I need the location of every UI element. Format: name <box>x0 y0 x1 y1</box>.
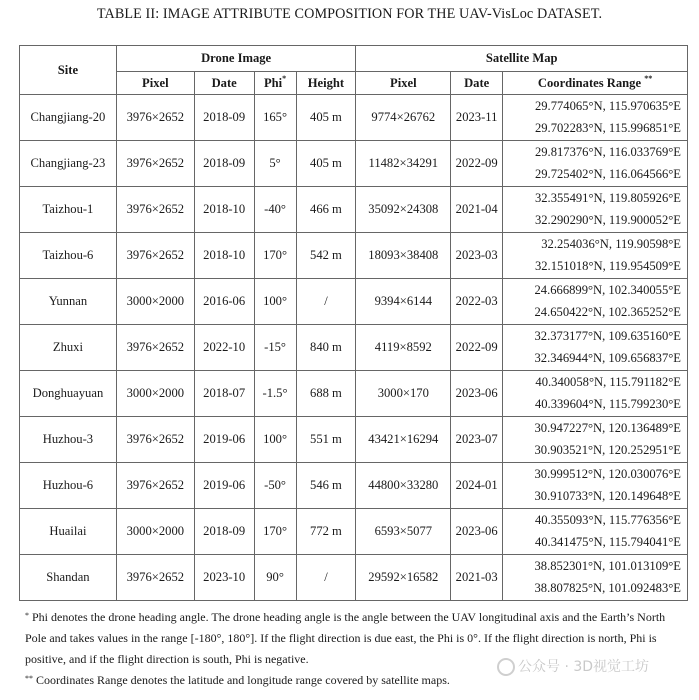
cell-phi: 170° <box>254 509 296 555</box>
cell-drone-pixel: 3976×2652 <box>116 417 194 463</box>
satellite-map-header: Satellite Map <box>356 46 688 72</box>
cell-coordinates <box>503 95 688 141</box>
cell-phi: 100° <box>254 417 296 463</box>
cell-site: Donghuayuan <box>20 371 117 417</box>
cell-sat-pixel: 9774×26762 <box>356 95 451 141</box>
coordinate-2: 29.725402°N, 116.064566°E <box>534 167 681 182</box>
table-row <box>20 279 688 325</box>
cell-phi: 90° <box>254 555 296 601</box>
phi-header <box>254 72 296 95</box>
coordinate-1: 24.666899°N, 102.340055°E <box>534 282 681 297</box>
coordinate-1: 29.774065°N, 115.970635°E <box>534 98 681 113</box>
cell-drone-date: 2018-10 <box>194 233 254 279</box>
cell-sat-pixel: 11482×34291 <box>356 141 451 187</box>
table-row <box>20 417 688 463</box>
coordinate-2: 32.151018°N, 119.954509°E <box>534 259 681 274</box>
cell-coordinates <box>503 325 688 371</box>
coordinates-label: Coordinates Range <box>537 75 642 90</box>
cell-site: Huzhou-6 <box>20 463 117 509</box>
cell-drone-pixel: 3976×2652 <box>116 463 194 509</box>
cell-sat-date: 2023-07 <box>451 417 503 463</box>
cell-coordinates <box>503 463 688 509</box>
cell-drone-date: 2018-09 <box>194 95 254 141</box>
cell-sat-date: 2022-09 <box>451 141 503 187</box>
coordinates-footnote-mark: ** <box>644 73 653 83</box>
table-row <box>20 95 688 141</box>
cell-sat-date: 2024-01 <box>451 463 503 509</box>
cell-drone-date: 2019-06 <box>194 463 254 509</box>
cell-drone-date: 2018-09 <box>194 509 254 555</box>
wechat-logo-icon <box>497 658 515 676</box>
table-body <box>20 95 688 601</box>
coordinate-1: 32.373177°N, 109.635160°E <box>534 328 681 343</box>
coordinate-1: 29.817376°N, 116.033769°E <box>534 144 681 159</box>
table-row <box>20 509 688 555</box>
coordinate-2: 30.903521°N, 120.252951°E <box>534 443 681 458</box>
cell-height: 551 m <box>296 417 356 463</box>
cell-height: 405 m <box>296 95 356 141</box>
height-header: Height <box>296 72 356 95</box>
coordinate-1: 40.340058°N, 115.791182°E <box>535 374 681 389</box>
coordinate-1: 38.852301°N, 101.013109°E <box>534 558 681 573</box>
phi-label: Phi <box>263 75 283 90</box>
cell-coordinates <box>503 233 688 279</box>
cell-site: Zhuxi <box>20 325 117 371</box>
table-row <box>20 325 688 371</box>
cell-coordinates <box>503 417 688 463</box>
coordinate-2: 30.910733°N, 120.149648°E <box>534 489 681 504</box>
cell-drone-date: 2022-10 <box>194 325 254 371</box>
cell-coordinates <box>503 141 688 187</box>
cell-drone-date: 2018-10 <box>194 187 254 233</box>
coordinate-2: 38.807825°N, 101.092483°E <box>534 581 681 596</box>
cell-sat-pixel: 44800×33280 <box>356 463 451 509</box>
table-row <box>20 463 688 509</box>
cell-phi: 100° <box>254 279 296 325</box>
cell-drone-pixel: 3976×2652 <box>116 325 194 371</box>
cell-phi: 165° <box>254 95 296 141</box>
cell-height: 466 m <box>296 187 356 233</box>
cell-site: Taizhou-1 <box>20 187 117 233</box>
dataset-table <box>19 45 688 601</box>
cell-drone-pixel: 3976×2652 <box>116 141 194 187</box>
cell-height: / <box>296 279 356 325</box>
coordinate-2: 40.339604°N, 115.799230°E <box>534 397 681 412</box>
cell-sat-pixel: 43421×16294 <box>356 417 451 463</box>
cell-sat-date: 2023-06 <box>451 371 503 417</box>
table-caption: TABLE II: IMAGE ATTRIBUTE COMPOSITION FOR THE UAV-VisLoc DATASET. <box>96 6 603 22</box>
cell-coordinates <box>503 187 688 233</box>
cell-sat-date: 2022-03 <box>451 279 503 325</box>
coordinate-1: 30.947227°N, 120.136489°E <box>534 420 681 435</box>
coordinate-1: 30.999512°N, 120.030076°E <box>534 466 681 481</box>
phi-footnote-mark: * <box>282 73 287 83</box>
coordinate-2: 24.650422°N, 102.365252°E <box>534 305 681 320</box>
cell-height: 772 m <box>296 509 356 555</box>
cell-sat-pixel: 4119×8592 <box>356 325 451 371</box>
cell-drone-pixel: 3000×2000 <box>116 371 194 417</box>
coordinate-2: 29.702283°N, 115.996851°E <box>534 121 681 136</box>
cell-height: / <box>296 555 356 601</box>
cell-phi: -50° <box>254 463 296 509</box>
coordinate-2: 32.290290°N, 119.900052°E <box>534 213 681 228</box>
satellite-pixel-header: Pixel <box>356 72 451 95</box>
cell-sat-pixel: 29592×16582 <box>356 555 451 601</box>
cell-sat-date: 2021-04 <box>451 187 503 233</box>
cell-height: 840 m <box>296 325 356 371</box>
cell-height: 405 m <box>296 141 356 187</box>
table-row <box>20 233 688 279</box>
watermark-text: 公众号 · 3D视觉工坊 <box>518 659 650 675</box>
cell-height: 688 m <box>296 371 356 417</box>
cell-coordinates <box>503 371 688 417</box>
cell-sat-pixel: 35092×24308 <box>356 187 451 233</box>
site-header: Site <box>20 46 117 95</box>
cell-site: Taizhou-6 <box>20 233 117 279</box>
cell-drone-date: 2023-10 <box>194 555 254 601</box>
cell-drone-date: 2018-09 <box>194 141 254 187</box>
cell-sat-pixel: 3000×170 <box>356 371 451 417</box>
cell-coordinates <box>503 555 688 601</box>
cell-height: 542 m <box>296 233 356 279</box>
footnote-coordinates-mark: ** <box>25 674 33 683</box>
cell-drone-pixel: 3976×2652 <box>116 187 194 233</box>
watermark <box>497 656 649 676</box>
cell-site: Changjiang-20 <box>20 95 117 141</box>
footnote-phi-mark: * <box>25 611 29 620</box>
cell-sat-date: 2023-06 <box>451 509 503 555</box>
cell-site: Huzhou-3 <box>20 417 117 463</box>
cell-sat-date: 2023-03 <box>451 233 503 279</box>
coordinate-1: 40.355093°N, 115.776356°E <box>534 512 681 527</box>
cell-sat-date: 2022-09 <box>451 325 503 371</box>
coordinates-header <box>503 72 688 95</box>
cell-phi: 5° <box>254 141 296 187</box>
coordinate-1: 32.254036°N, 119.90598°E <box>541 236 681 251</box>
cell-drone-date: 2018-07 <box>194 371 254 417</box>
cell-sat-pixel: 18093×38408 <box>356 233 451 279</box>
cell-coordinates <box>503 279 688 325</box>
cell-drone-pixel: 3976×2652 <box>116 555 194 601</box>
cell-sat-date: 2021-03 <box>451 555 503 601</box>
cell-site: Huailai <box>20 509 117 555</box>
table-row <box>20 371 688 417</box>
table-row <box>20 187 688 233</box>
satellite-date-header: Date <box>451 72 503 95</box>
coordinate-2: 32.346944°N, 109.656837°E <box>534 351 681 366</box>
cell-drone-pixel: 3000×2000 <box>116 509 194 555</box>
cell-phi: -40° <box>254 187 296 233</box>
drone-date-header: Date <box>194 72 254 95</box>
table-row <box>20 141 688 187</box>
cell-site: Changjiang-23 <box>20 141 117 187</box>
cell-sat-date: 2023-11 <box>451 95 503 141</box>
cell-drone-pixel: 3000×2000 <box>116 279 194 325</box>
footnote-phi-text: Phi denotes the drone heading angle. The drone heading angle is the angle between the UAV longitudinal axis and the Earth’s North Pole and takes values in the range [-180°, 180°]. If the flight direction is due east, the Phi is 0°. If the flight direction is north, Phi is positive, and if the flight direction is south, Phi is negative. <box>25 610 666 666</box>
cell-sat-pixel: 6593×5077 <box>356 509 451 555</box>
table-row <box>20 555 688 601</box>
cell-phi: 170° <box>254 233 296 279</box>
cell-drone-date: 2019-06 <box>194 417 254 463</box>
cell-phi: -15° <box>254 325 296 371</box>
cell-drone-pixel: 3976×2652 <box>116 233 194 279</box>
coordinate-2: 40.341475°N, 115.794041°E <box>534 535 681 550</box>
drone-pixel-header: Pixel <box>116 72 194 95</box>
cell-sat-pixel: 9394×6144 <box>356 279 451 325</box>
cell-drone-date: 2016-06 <box>194 279 254 325</box>
cell-drone-pixel: 3976×2652 <box>116 95 194 141</box>
cell-height: 546 m <box>296 463 356 509</box>
footnotes <box>25 607 685 691</box>
cell-site: Shandan <box>20 555 117 601</box>
cell-coordinates <box>503 509 688 555</box>
coordinate-1: 32.355491°N, 119.805926°E <box>534 190 681 205</box>
drone-image-header: Drone Image <box>116 46 356 72</box>
cell-phi: -1.5° <box>254 371 296 417</box>
footnote-coordinates-text: Coordinates Range denotes the latitude and longitude range covered by satellite maps. <box>36 673 450 687</box>
cell-site: Yunnan <box>20 279 117 325</box>
